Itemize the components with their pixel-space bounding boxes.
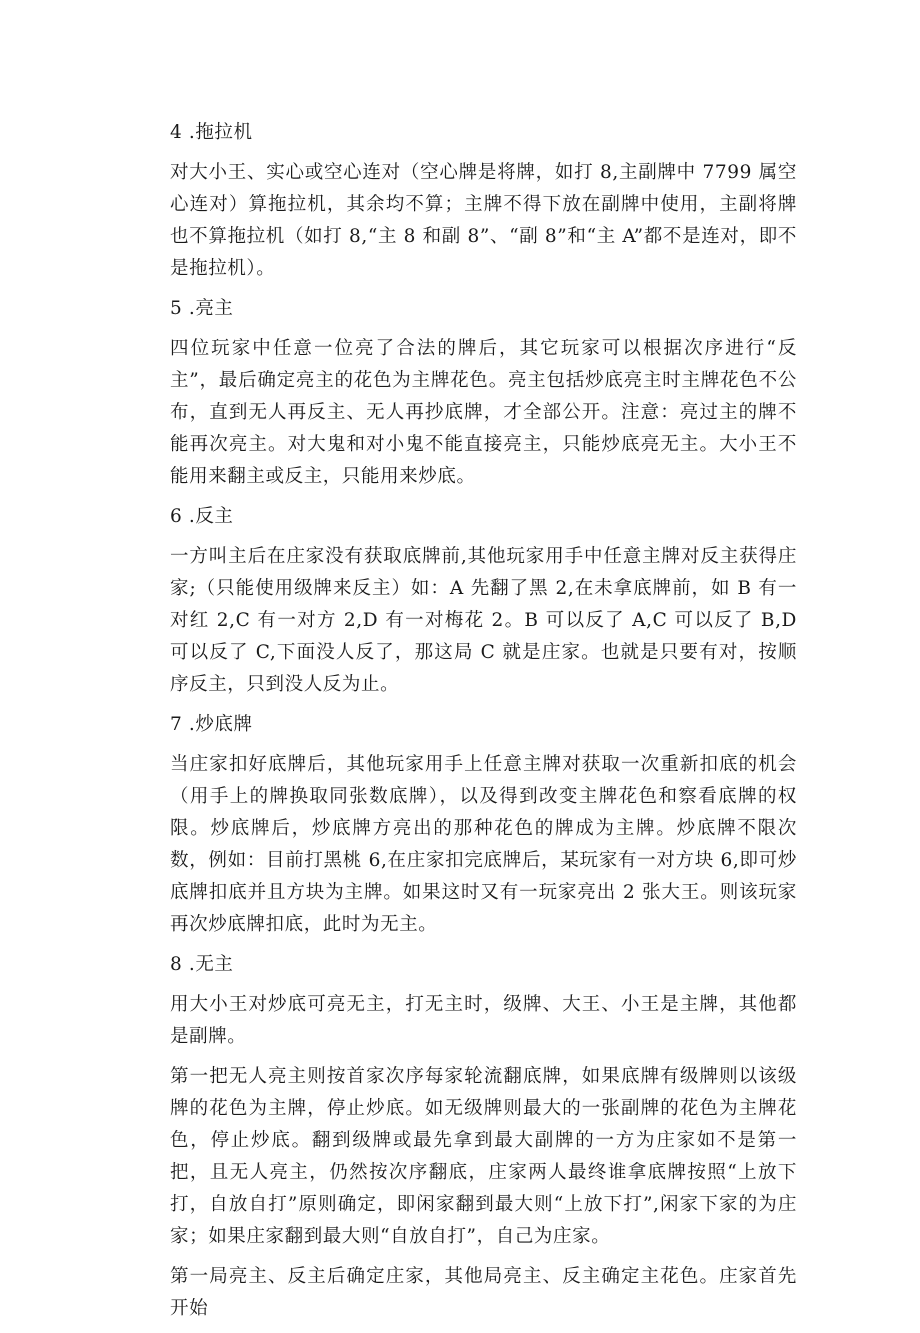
section-6-paragraph: 一方叫主后在庄家没有获取底牌前,其他玩家用手中任意主牌对反主获得庄家;（只能使用级牌来反主）如：A 先翻了黑 2,在未拿底牌前，如 B 有一对红 2,C 有一对方 2,D 有一对梅花 2。B 可以反了 A,C 可以反了 B,D 可以反了 C,下面没人反了，那这局 C 就是庄家。也就是只要有对，按顺序反主，只到没人反为止。 bbox=[170, 546, 797, 695]
section-8-paragraph-1: 用大小王对炒底可亮无主，打无主时，级牌、大王、小王是主牌，其他都是副牌。 bbox=[170, 994, 797, 1047]
section-heading-5: 5 .亮主 bbox=[170, 298, 234, 319]
section-heading-6: 6 .反主 bbox=[170, 506, 234, 527]
section-heading-7: 7 .炒底牌 bbox=[170, 714, 253, 735]
section-8-paragraph-3: 第一局亮主、反主后确定庄家，其他局亮主、反主确定主花色。庄家首先开始 bbox=[170, 1266, 797, 1319]
section-7-paragraph: 当庄家扣好底牌后，其他玩家用手上任意主牌对获取一次重新扣底的机会（用手上的牌换取同张数底牌），以及得到改变主牌花色和察看底牌的权限。炒底牌后，炒底牌方亮出的那种花色的牌成为主牌。炒底牌不限次数，例如：目前打黑桃 6,在庄家扣完底牌后，某玩家有一对方块 6,即可炒底牌扣底并且方块为主牌。如果这时又有一玩家亮出 2 张大王。则该玩家再次炒底牌扣底，此时为无主。 bbox=[170, 754, 797, 935]
section-heading-8: 8 .无主 bbox=[170, 954, 234, 975]
section-heading-4: 4 .拖拉机 bbox=[170, 122, 253, 143]
section-8-paragraph-2: 第一把无人亮主则按首家次序每家轮流翻底牌，如果底牌有级牌则以该级牌的花色为主牌，停止炒底。如无级牌则最大的一张副牌的花色为主牌花色，停止炒底。翻到级牌或最先拿到最大副牌的一方为庄家如不是第一把，且无人亮主，仍然按次序翻底，庄家两人最终谁拿底牌按照“上放下打，自放自打”原则确定，即闲家翻到最大则“上放下打”,闲家下家的为庄家；如果庄家翻到最大则“自放自打”，自己为庄家。 bbox=[170, 1066, 797, 1247]
section-5-paragraph: 四位玩家中任意一位亮了合法的牌后，其它玩家可以根据次序进行“反主”，最后确定亮主的花色为主牌花色。亮主包括炒底亮主时主牌花色不公布，直到无人再反主、无人再抄底牌，才全部公开。注意：亮过主的牌不能再次亮主。对大鬼和对小鬼不能直接亮主，只能炒底亮无主。大小王不能用来翻主或反主，只能用来炒底。 bbox=[170, 338, 797, 487]
section-4-paragraph: 对大小王、实心或空心连对（空心牌是将牌，如打 8,主副牌中 7799 属空心连对）算拖拉机，其余均不算；主牌不得下放在副牌中使用，主副将牌也不算拖拉机（如打 8,“主 8 和副 8”、“副 8”和“主 A”都不是连对，即不是拖拉机）。 bbox=[170, 162, 797, 279]
document-body bbox=[170, 117, 797, 1333]
